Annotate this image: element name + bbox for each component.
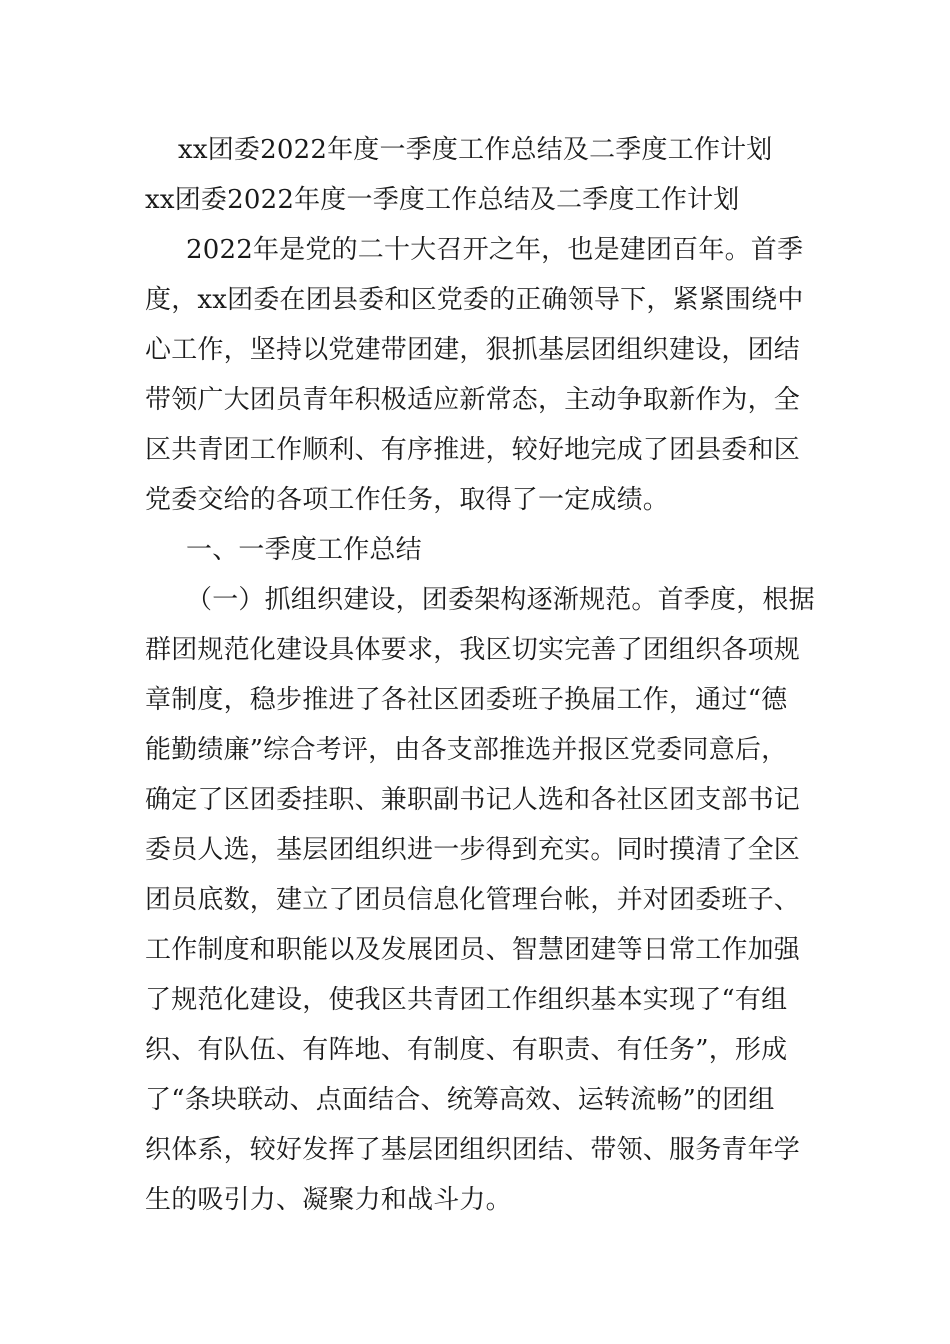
- document-title: xx团委2022年度一季度工作总结及二季度工作计划: [178, 135, 773, 165]
- section-line: 能勤绩廉”综合考评，由各支部推选并报区党委同意后，: [145, 735, 788, 765]
- intro-line: 党委交给的各项工作任务，取得了一定成绩。: [145, 485, 670, 515]
- section-line: （一）抓组织建设，团委架构逐渐规范。首季度，根据: [186, 585, 815, 615]
- section-line: 群团规范化建设具体要求，我区切实完善了团组织各项规: [145, 635, 801, 665]
- section-line: 织、有队伍、有阵地、有制度、有职责、有任务”，形成: [145, 1035, 788, 1065]
- intro-line: 区共青团工作顺利、有序推进，较好地完成了团县委和区: [145, 435, 801, 465]
- document-subtitle: xx团委2022年度一季度工作总结及二季度工作计划: [145, 185, 740, 215]
- section-line: 生的吸引力、凝聚力和战斗力。: [145, 1185, 512, 1215]
- intro-line: 度，xx团委在团县委和区党委的正确领导下，紧紧围绕中: [145, 285, 804, 315]
- section-line: 织体系，较好发挥了基层团组织团结、带领、服务青年学: [145, 1135, 801, 1165]
- section-line: 了规范化建设，使我区共青团工作组织基本实现了“有组: [145, 985, 788, 1015]
- section-line: 了“条块联动、点面结合、统筹高效、运转流畅”的团组: [145, 1085, 775, 1115]
- intro-line: 带领广大团员青年积极适应新常态，主动争取新作为，全: [145, 385, 801, 415]
- section-line: 确定了区团委挂职、兼职副书记人选和各社区团支部书记: [145, 785, 801, 815]
- intro-line: 心工作，坚持以党建带团建，狠抓基层团组织建设，团结: [145, 335, 801, 365]
- section-heading: 一、一季度工作总结: [186, 535, 422, 565]
- section-line: 章制度，稳步推进了各社区团委班子换届工作，通过“德: [145, 685, 788, 715]
- section-line: 团员底数，建立了团员信息化管理台帐，并对团委班子、: [145, 885, 801, 915]
- section-line: 工作制度和职能以及发展团员、智慧团建等日常工作加强: [145, 935, 801, 965]
- intro-line: 2022年是党的二十大召开之年，也是建团百年。首季: [186, 235, 804, 265]
- section-line: 委员人选，基层团组织进一步得到充实。同时摸清了全区: [145, 835, 801, 865]
